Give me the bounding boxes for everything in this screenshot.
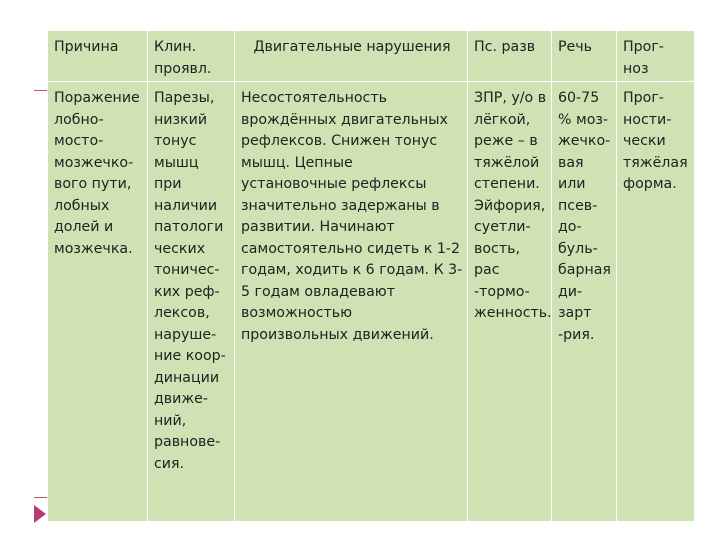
header-prognosis: Прог- ноз: [617, 31, 695, 82]
header-cause: Причина: [48, 31, 148, 82]
table-row: [48, 82, 695, 522]
decor-line-top: [34, 90, 48, 91]
cell-psych: ЗПР, у/о в лёгкой, реже – в тяжёлой степени. Эйфория, суетли- вость, рас -тормо- женность.: [468, 82, 552, 522]
cell-motor: Несостоятельность врождённых двигательных рефлексов. Снижен тонус мышц. Цепные установочные рефлексы значительно задержаны в развитии. Начинают самостоятельно сидеть к 1-2 годам, ходить к 6 годам. К 3- 5 годам овладевают возможностью произвольных движений.: [235, 82, 468, 522]
header-clinical: Клин. проявл.: [148, 31, 235, 82]
cell-clinical: Парезы, низкий тонус мышц при наличии патологи ческих тоничес- ких реф- лексов, наруше- ние коор- динации движе- ний, равнове- сия.: [148, 82, 235, 522]
slide-margin-decor: [0, 0, 48, 540]
cell-speech: 60-75 % моз- жечко- вая или псев- до- буль- барная ди-зарт -рия.: [552, 82, 617, 522]
header-motor: Двигательные нарушения: [235, 31, 468, 82]
header-speech: Речь: [552, 31, 617, 82]
table-header-row: [48, 31, 695, 82]
cell-prognosis: Прог- ности- чески тяжёлая форма.: [617, 82, 695, 522]
cerebral-palsy-form-table: [47, 30, 695, 522]
header-psych: Пс. разв: [468, 31, 552, 82]
decor-line-bottom: [34, 497, 48, 498]
bullet-triangle-icon: [34, 505, 46, 523]
cell-cause: Поражение лобно- мосто- мозжечко- вого пути, лобных долей и мозжечка.: [48, 82, 148, 522]
